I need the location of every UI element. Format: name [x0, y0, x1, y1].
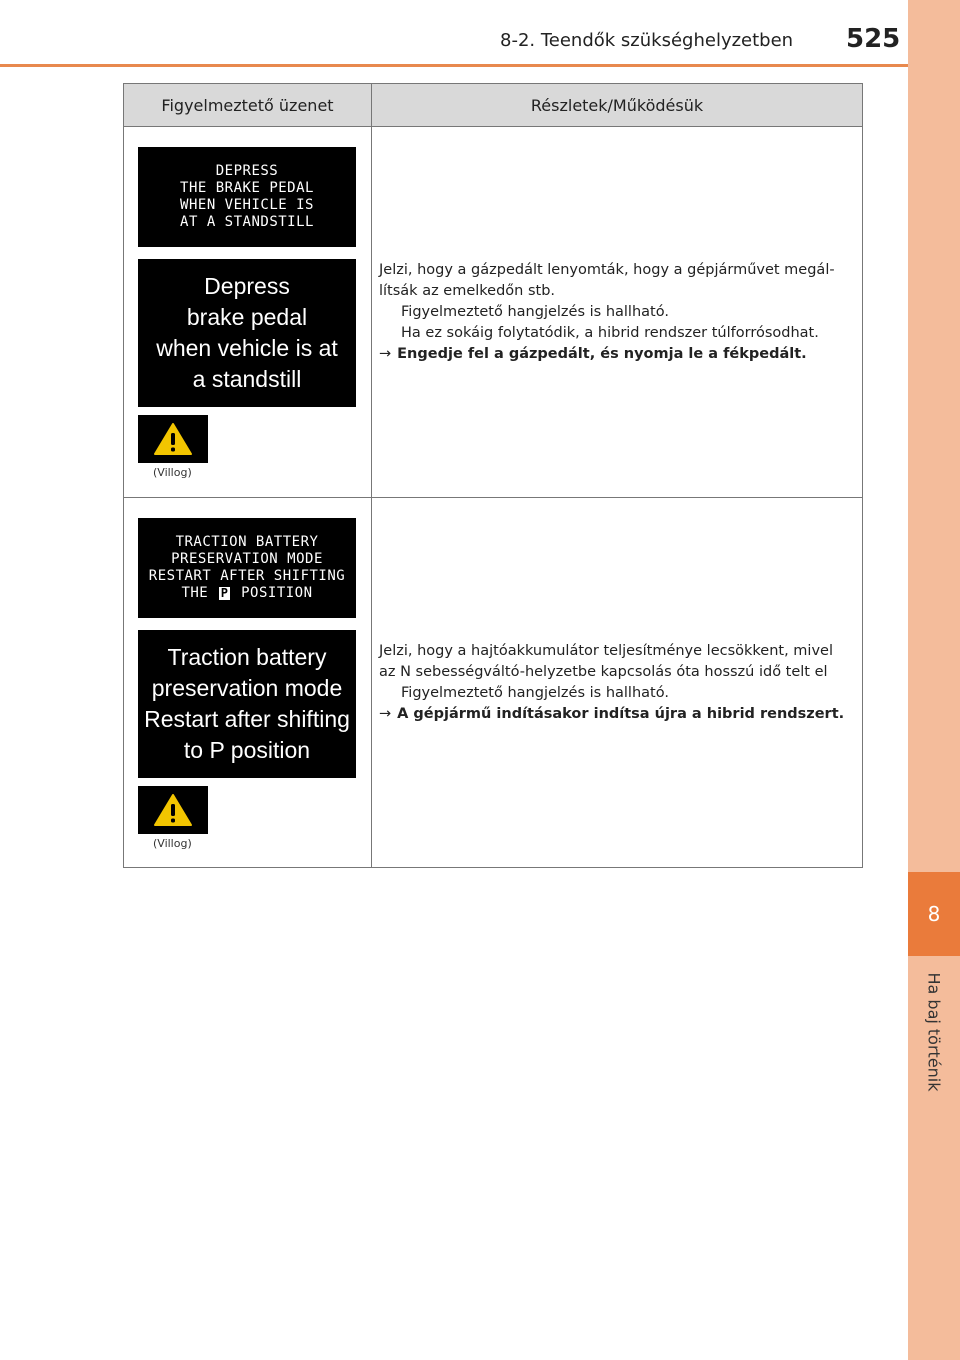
page-number: 525 [846, 24, 901, 54]
detail-note: Figyelmeztető hangjelzés is hallható. [401, 684, 669, 701]
display-line: THE BRAKE PEDAL [180, 180, 314, 196]
header-divider [0, 64, 908, 67]
warning-message-table [123, 83, 863, 868]
column-header-message: Figyelmeztető üzenet [124, 84, 372, 127]
display-line: AT A STANDSTILL [180, 214, 314, 230]
display-line: Depress [204, 273, 290, 299]
display-line: when vehicle is at [156, 335, 338, 361]
page-header-title: 8-2. Teendők szükséghelyzetben [500, 30, 794, 51]
display-line: a standstill [192, 366, 302, 392]
details-cell [372, 498, 863, 868]
lcd-display-message [138, 518, 356, 618]
chapter-number: 8 [927, 902, 941, 926]
display-line [138, 585, 356, 602]
display-line: Traction battery [167, 644, 327, 670]
detail-note: Ha ez sokáig folytatódik, a hibrid rendszer túlforrósodhat. [401, 324, 819, 341]
chapter-tab[interactable] [908, 872, 960, 956]
display-line: TRACTION BATTERY [175, 534, 319, 550]
detail-note: Figyelmeztető hangjelzés is hallható. [401, 303, 669, 320]
action-instruction [379, 344, 850, 365]
display-line: preservation mode [151, 675, 343, 701]
action-text: A gépjármű indításakor indítsa újra a hibrid rendszert. [397, 705, 845, 722]
detail-text: lítsák az emelkedőn stb. [379, 282, 556, 299]
detail-text: Jelzi, hogy a gázpedált lenyomták, hogy a gépjárművet megál- [379, 261, 835, 278]
display-line: Restart after shifting [144, 706, 350, 732]
table-header-row [124, 84, 863, 127]
display-line: to P position [183, 737, 311, 763]
message-cell [124, 127, 372, 498]
icon-caption: (Villog) [153, 837, 192, 850]
column-header-details: Részletek/Működésük [372, 84, 863, 127]
display-line: brake pedal [186, 304, 308, 330]
warning-triangle-icon [138, 415, 208, 463]
warning-triangle-icon [138, 786, 208, 834]
table-row [124, 498, 863, 868]
icon-caption: (Villog) [153, 466, 192, 479]
display-line: DEPRESS [215, 163, 279, 179]
display-text: POSITION [241, 585, 313, 601]
action-instruction [379, 704, 850, 725]
display-line: RESTART AFTER SHIFTING [148, 568, 346, 584]
tft-display-message [138, 630, 356, 778]
display-line: PRESERVATION MODE [171, 551, 323, 567]
message-cell [124, 498, 372, 868]
arrow-icon: → [379, 705, 392, 722]
tft-display-message [138, 259, 356, 407]
details-cell [372, 127, 863, 498]
detail-text: az N sebességváltó-helyzetbe kapcsolás óta hosszú idő telt el [379, 663, 828, 680]
action-text: Engedje fel a gázpedált, és nyomja le a fékpedált. [397, 345, 807, 362]
lcd-display-message [138, 147, 356, 247]
display-text: THE [181, 585, 209, 601]
display-line: WHEN VEHICLE IS [180, 197, 314, 213]
table-row [124, 127, 863, 498]
detail-text: Jelzi, hogy a hajtóakkumulátor teljesítménye lecsökkent, mivel [379, 642, 833, 659]
p-position-icon: P [220, 586, 229, 600]
chapter-label: Ha baj történik [924, 972, 944, 1092]
arrow-icon: → [379, 345, 392, 362]
chapter-side-strip [908, 0, 960, 1360]
